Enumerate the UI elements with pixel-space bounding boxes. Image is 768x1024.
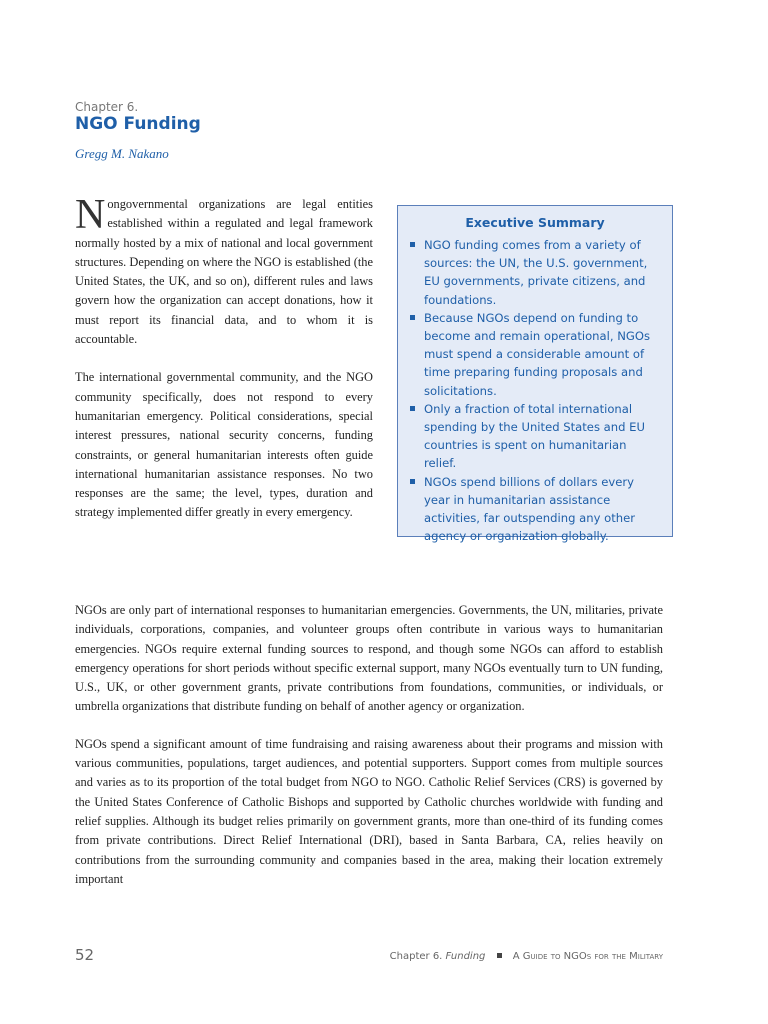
square-bullet-icon [410,315,415,320]
page-number: 52 [75,946,95,964]
author-name: Gregg M. Nakano [75,146,169,161]
body-paragraph-3: NGOs are only part of international responses to humanitarian emergencies. Governments, the UN, militaries, private individuals, corporations, companies, and volunteer groups often contribute in various ways to humanitarian emergencies. NGOs require external funding sources to respond, and though some NGOs can afford to establish emergency operations for short periods without specific external support, many NGOs eventually turn to UN funding, U.S., UK, or other government grants, private contributions from foundations, communities, or individuals, or umbrella organizations that distribute funding on behalf of another agency or organization. [75,603,663,714]
executive-summary-box [397,205,673,544]
summary-title: Executive Summary [465,215,605,230]
intro-paragraph [75,192,373,349]
square-bullet-icon [410,479,415,484]
footer-separator-icon [497,953,502,958]
footer-section: Funding [445,951,486,962]
summary-list [410,236,660,545]
full-width-body [75,601,663,907]
body-paragraph-2: The international governmental community, and the NGO community specifically, does not respond to every humanitarian emergency. Political considerations, special interest pressures, national security concerns, funding constraints, or general humanitarian interests often guide international humanitarian assistance responses. No two responses are the same; the level, types, duration and strategy implemented differ greatly in every emergency. [75,370,373,520]
drop-cap: N [75,192,106,238]
running-footer [390,951,663,962]
summary-item: Only a fraction of total international spending by the United States and EU countries is spent on humanitarian relief. [410,400,660,473]
body-paragraph-4: NGOs spend a significant amount of time fundraising and raising awareness about their programs and mission with various communities, populations, target audiences, and potential supporters. Support comes from multiple sources and varies as to its proportion of the total budget from NGO to NGO. Catholic Relief Services (CRS) is governed by the United States Conference of Catholic Bishops and supported by Catholic churches worldwide with funding and relief supplies. Although its budget relies primarily on government grants, more than one-third of its funding comes from private contributions. Direct Relief International (DRI), based in Santa Barbara, CA, relies heavily on contributions from the surrounding community and companies based in the area, making their location extremely important [75,736,663,886]
summary-item: NGOs spend billions of dollars every year in humanitarian assistance activities, far outspending any other agency or organization globally. [410,473,660,546]
square-bullet-icon [410,406,415,411]
footer-book-title: A Guide to NGOs for the Military [512,951,663,962]
chapter-label: Chapter 6. [75,100,139,114]
page-title: NGO Funding [75,114,201,134]
summary-item: NGO funding comes from a variety of sources: the UN, the U.S. government, EU governments, private citizens, and foundations. [410,236,660,309]
footer-chapter: Chapter 6. [389,951,443,962]
square-bullet-icon [410,242,415,247]
intro-paragraph-text: ongovernmental organizations are legal entities established within a regulated and legal framework normally hosted by a mix of national and local government structures. Depending on where the NGO is established (the United States, the UK, and so on), different rules and laws govern how the organization can accept donations, how it must report its financial data, and to whom it is accountable. [75,197,373,347]
left-column [75,192,373,542]
summary-item: Because NGOs depend on funding to become and remain operational, NGOs must spend a considerable amount of time preparing funding proposals and solicitations. [410,309,660,400]
